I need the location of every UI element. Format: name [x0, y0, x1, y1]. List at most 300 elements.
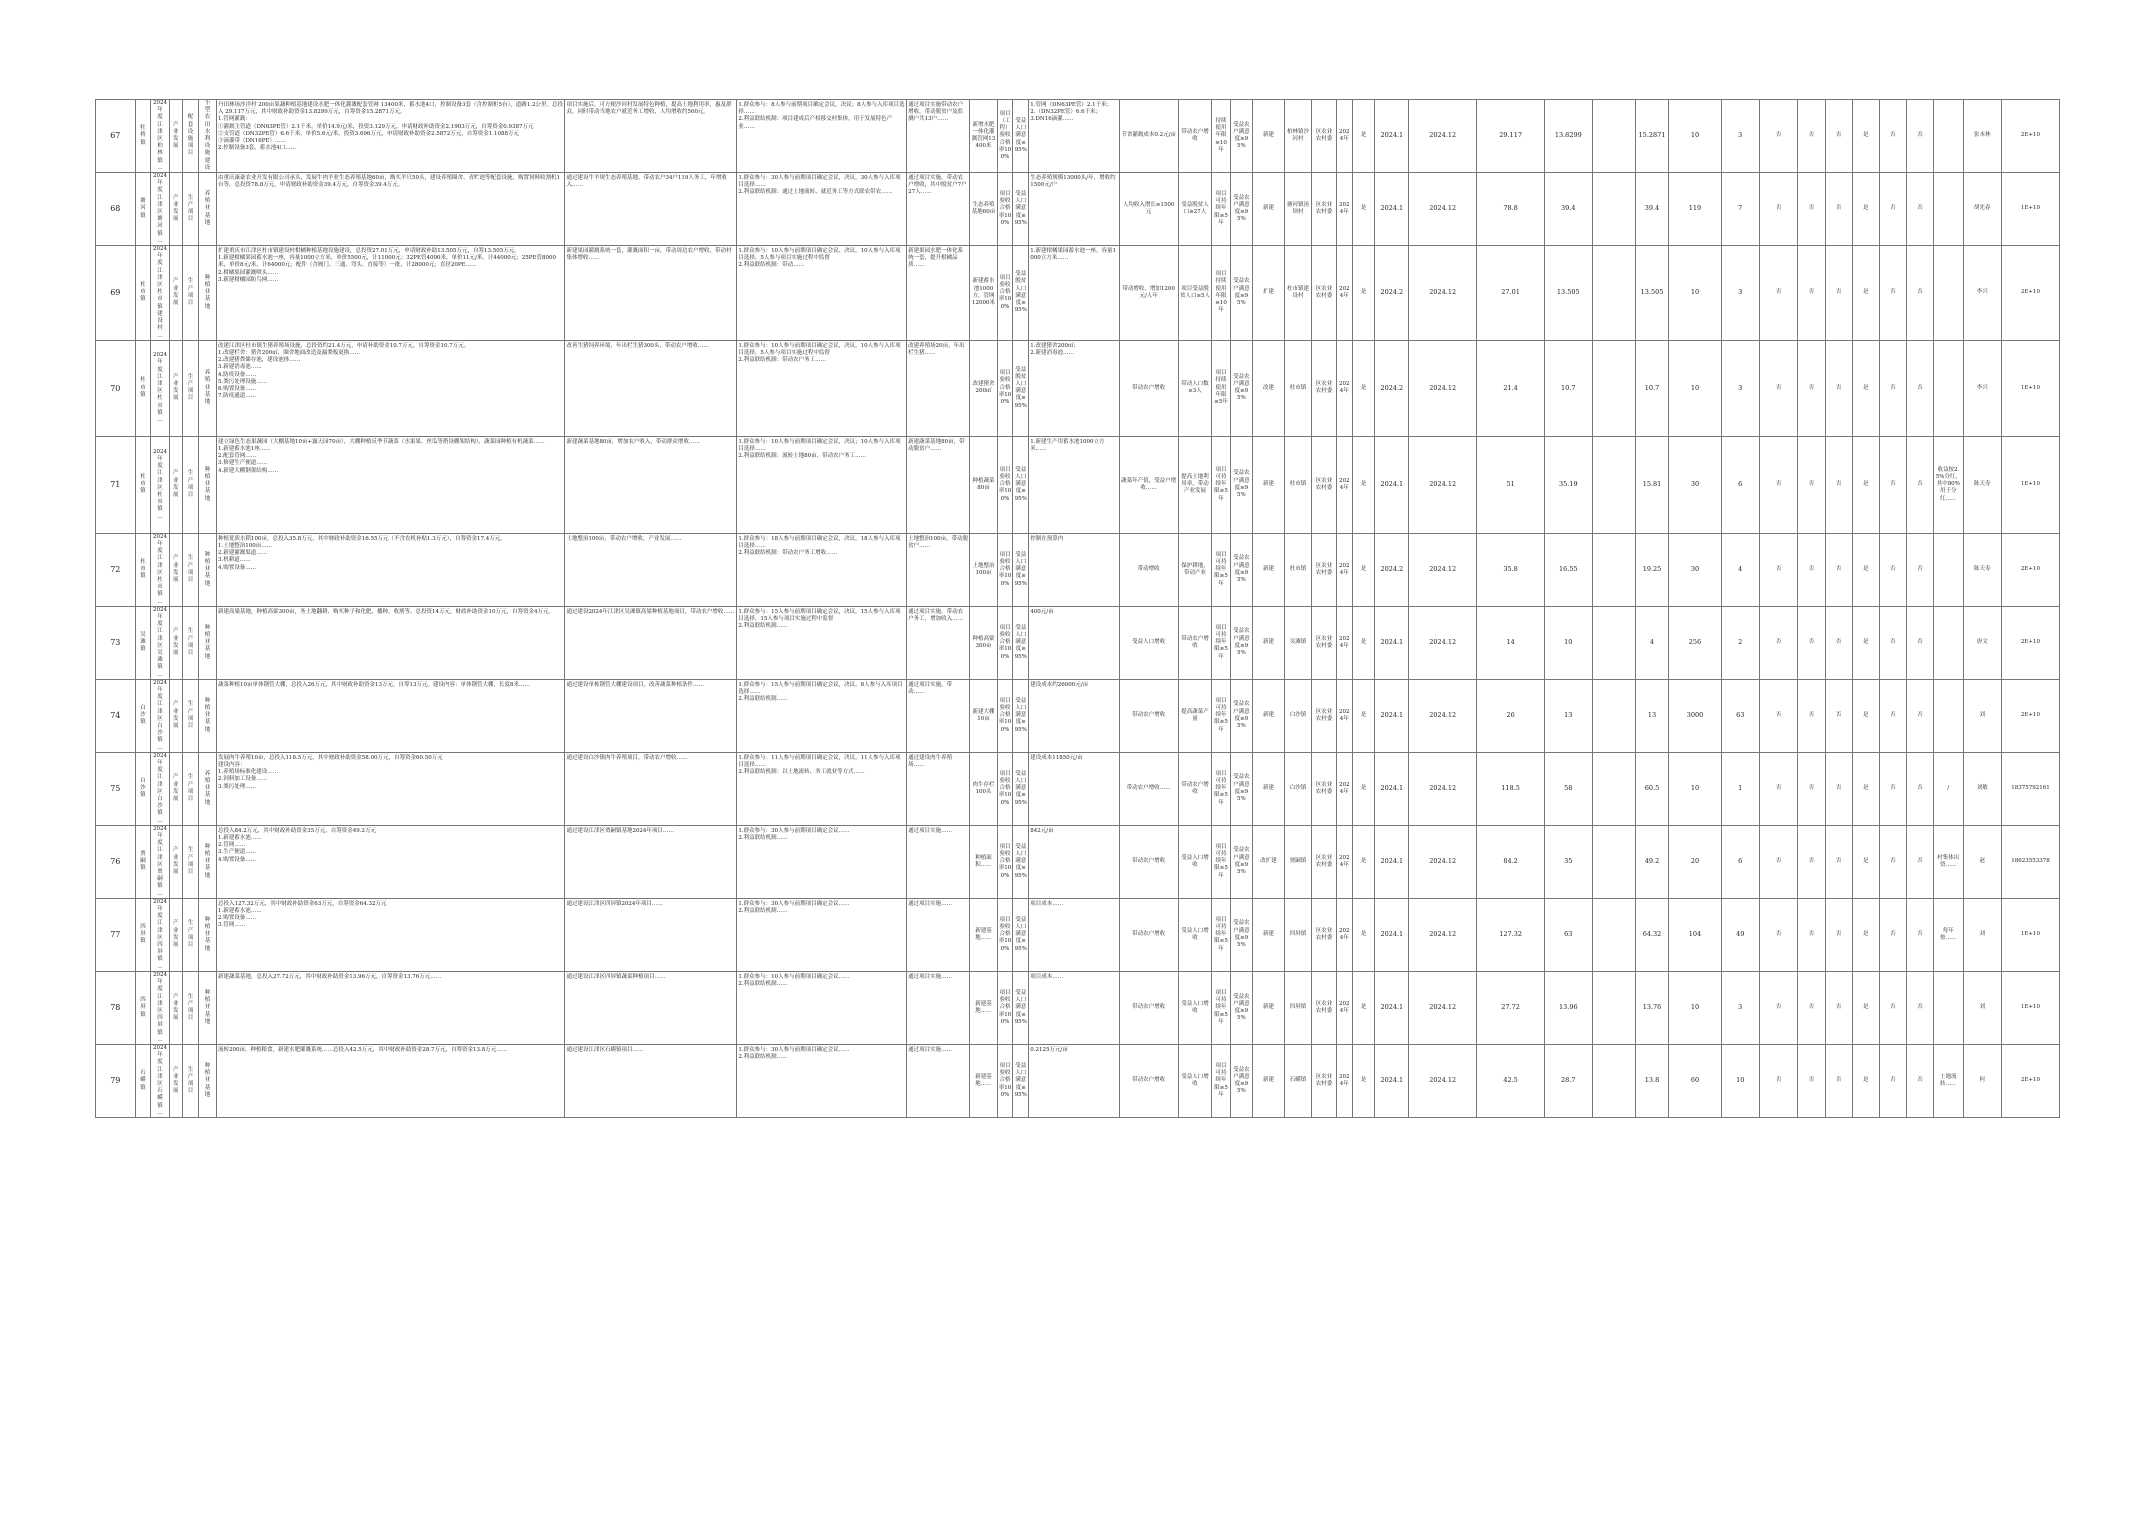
cell-eff9: 受益农户满意度≥95% [1230, 825, 1253, 898]
cell-cat: 产 业 发 展 [169, 1044, 183, 1117]
table-row [96, 606, 2060, 679]
cell-seq: 78 [96, 971, 136, 1044]
cell-eff4: 受益人口满意度≥95% [1013, 752, 1029, 825]
cell-eff3: 项目（工程）验收合格率100% [997, 100, 1013, 173]
cell-eff4: 受益人口满意度≥95% [1013, 971, 1029, 1044]
cell-eff6: 带动农户增收 [1119, 1044, 1178, 1117]
cell-year: 2024年 [1336, 436, 1352, 533]
cell-q: 是 [1352, 898, 1375, 971]
cell-grade: 18375792161 [2001, 752, 2059, 825]
cell-dept: 区农业农村委 [1312, 606, 1337, 679]
cell-grade: 2E+10 [2001, 606, 2059, 679]
cell-eff5: 1.新建生产用蓄水池1000立方米…… [1029, 436, 1120, 533]
cell-y4: 是 [1852, 971, 1879, 1044]
cell-p: 3 [1721, 971, 1759, 1044]
cell-eff9: 受益农户满意度≥95% [1230, 898, 1253, 971]
cell-year: 2024年 [1336, 1044, 1352, 1117]
table-row [96, 340, 2060, 436]
cell-c1 [1592, 1044, 1635, 1117]
cell-mech: 1.群众参与：10人参与前期项目确定会议，决议，10人参与入库项目选择，5人参与项目实施过程中监督 2.利益联结机制：带动农户务工…… [737, 340, 907, 436]
cell-mech: 1.群众参与：15人参与前期项目确定会议，决议，8人参与入库项目选择…… 2.利益联结机制…… [737, 679, 907, 752]
cell-eff3: 项目验收合格率100% [997, 436, 1013, 533]
cell-self: 10.7 [1635, 340, 1669, 436]
cell-c1 [1592, 752, 1635, 825]
cell-grade: 1E+10 [2001, 898, 2059, 971]
cell-note [1934, 100, 1963, 173]
cell-eff7: 带动农户增收 [1178, 100, 1212, 173]
cell-h: 20 [1669, 825, 1721, 898]
cell-eff3: 项目验收合格率100% [997, 246, 1013, 341]
cell-seq: 75 [96, 752, 136, 825]
table-row [96, 752, 2060, 825]
cell-eff6: 带动增收，增加1200元/人年 [1119, 246, 1178, 341]
cell-eff7: 受益人口增收 [1178, 825, 1212, 898]
cell-y5: 否 [1879, 752, 1906, 825]
cell-eff1: 通过项目实施，带动…… [907, 679, 970, 752]
cell-type: 种 植 业 基 地 [198, 606, 216, 679]
cell-eff1: 改建养殖场20亩，年出栏生猪…… [907, 340, 970, 436]
cell-cat: 产 业 发 展 [169, 825, 183, 898]
cell-y2: 否 [1798, 173, 1825, 246]
cell-y5: 否 [1879, 898, 1906, 971]
cell-start: 2024.1 [1375, 898, 1409, 971]
cell-start: 2024.1 [1375, 100, 1409, 173]
cell-y5: 否 [1879, 679, 1906, 752]
cell-name: 2024 年 度 江 津 区 贾 嗣 镇 ... [151, 825, 169, 898]
cell-c1 [1592, 898, 1635, 971]
cell-sub: 生 产 项 目 [183, 825, 199, 898]
cell-y5: 否 [1879, 340, 1906, 436]
cell-dept: 区农业农村委 [1312, 898, 1337, 971]
cell-gov: 10 [1545, 606, 1593, 679]
cell-h: 10 [1669, 246, 1721, 341]
table-row [96, 246, 2060, 341]
cell-h: 10 [1669, 971, 1721, 1044]
cell-self: 64.32 [1635, 898, 1669, 971]
cell-note: 每年按…… [1934, 898, 1963, 971]
table-row [96, 533, 2060, 606]
cell-bene: 新建蔬菜基地80亩，增加农户收入，带动群众增收…… [565, 436, 737, 533]
cell-cat: 产 业 发 展 [169, 100, 183, 173]
cell-cat: 产 业 发 展 [169, 246, 183, 341]
cell-contact: 刘敏 [1963, 752, 2001, 825]
cell-dept: 区农业农村委 [1312, 246, 1337, 341]
cell-self: 13.505 [1635, 246, 1669, 341]
cell-y3: 否 [1825, 679, 1852, 752]
cell-y4: 是 [1852, 436, 1879, 533]
cell-y3: 否 [1825, 752, 1852, 825]
cell-dept: 区农业农村委 [1312, 340, 1337, 436]
cell-eff1: 通过项目实施…… [907, 1044, 970, 1117]
cell-y1: 否 [1759, 173, 1797, 246]
cell-y6: 否 [1906, 533, 1933, 606]
cell-gov: 13.505 [1545, 246, 1593, 341]
cell-loc: 白沙镇 [1284, 679, 1311, 752]
cell-y4: 是 [1852, 340, 1879, 436]
cell-eff9: 受益农户满意度≥95% [1230, 971, 1253, 1044]
cell-eff5: 建设成本11850元/亩 [1029, 752, 1120, 825]
cell-content: 建立绿色生态果蔬园（大棚基地10亩+露天园70亩），大棚种植反季节蔬菜（水果果、丝瓜等搭设棚架结构），蔬菜园种植有机蔬菜…… 1.新建蓄水池1座…… 2.配套管网…… 3.修建生产便道…… 4.新建大棚钢架结构…… [217, 436, 565, 533]
cell-mech: 1.群众参与：11人参与前期项目确定会议，决议，11人参与入库项目选择…… 2.利益联结机制：以土地流转、务工就业等方式…… [737, 752, 907, 825]
cell-eff7: 带动农户增收 [1178, 752, 1212, 825]
cell-eff6: 带动农户增收 [1119, 825, 1178, 898]
cell-p: 49 [1721, 898, 1759, 971]
cell-mode: 扩建 [1253, 246, 1285, 341]
cell-total: 78.8 [1477, 173, 1545, 246]
cell-y1: 否 [1759, 679, 1797, 752]
cell-c1 [1592, 173, 1635, 246]
cell-note [1934, 606, 1963, 679]
cell-y1: 否 [1759, 898, 1797, 971]
cell-type: 种 植 业 基 地 [198, 679, 216, 752]
cell-eff8: 项目可持续年限≥5年 [1212, 679, 1230, 752]
cell-q: 是 [1352, 173, 1375, 246]
cell-note: / [1934, 752, 1963, 825]
cell-eff9: 受益农户满意度≥95% [1230, 606, 1253, 679]
cell-eff7: 受益人口增收 [1178, 1044, 1212, 1117]
cell-total: 21.4 [1477, 340, 1545, 436]
cell-eff2: 种植蔬菜80亩 [970, 436, 997, 533]
cell-year: 2024年 [1336, 606, 1352, 679]
cell-loc: 白沙镇 [1284, 752, 1311, 825]
cell-eff7: 受益人口增收 [1178, 898, 1212, 971]
cell-type: 小 型 农 田 水 利 设 施 建 设 [198, 100, 216, 173]
cell-gov: 63 [1545, 898, 1593, 971]
cell-name: 2024 年 度 江 津 区 白 沙 镇 ... [151, 752, 169, 825]
cell-eff8: 项目可持续年限≥5年 [1212, 533, 1230, 606]
cell-eff4: 受益人口满意度≥95% [1013, 173, 1029, 246]
cell-content: 蔬菜种植10亩单体钢管大棚，总投入26万元，其中财政补助资金13万元，自筹13万元。建设内容：单体钢管大棚，长度8米…… [217, 679, 565, 752]
cell-start: 2024.2 [1375, 340, 1409, 436]
cell-h: 256 [1669, 606, 1721, 679]
cell-content: 总投入127.32万元，其中财政补助资金63万元，自筹资金64.32万元 1.新建蓄水池…… 2.购置设备…… 3.管网…… [217, 898, 565, 971]
cell-eff4: 受益脱贫人口满意度≥95% [1013, 246, 1029, 341]
cell-eff3: 项目验收合格率100% [997, 679, 1013, 752]
cell-town: 四 屏 镇 [135, 898, 151, 971]
cell-year: 2024年 [1336, 246, 1352, 341]
cell-end: 2024.12 [1409, 679, 1477, 752]
cell-y1: 否 [1759, 340, 1797, 436]
cell-self: 15.81 [1635, 436, 1669, 533]
cell-seq: 79 [96, 1044, 136, 1117]
cell-town: 吴 滩 镇 [135, 606, 151, 679]
cell-end: 2024.12 [1409, 340, 1477, 436]
cell-total: 29.117 [1477, 100, 1545, 173]
cell-y2: 否 [1798, 340, 1825, 436]
cell-content: 丹田林场沙洋村 200亩果蔬种植基地建设水肥一体化灌溉配套管网 13400米，蓄水池4口，控制设备3套（含控制柜5台），道路1.2公里。总投入 29.117万元，其中财政补助资金13.8299万元，自筹资金15.2871万元。 1.管网灌溉： ①灌溉主管道（DN63PE管）2.1千米，单价14.9元/米，投资3.129万元，申请财政补助资金2.1903万元，自筹资金0.9387万元 ②支管道（DN32PE管）6.6千米，单价5.6元/米，投资3.696万元，申请财政补助资金2.5872万元，自筹资金1.1088万元 ③滴灌带（DN16PE）…… 2.控制设备3套，蓄水池4口…… [217, 100, 565, 173]
cell-eff8: 项目可持续年限≥5年 [1212, 825, 1230, 898]
cell-y2: 否 [1798, 606, 1825, 679]
cell-mode: 新建 [1253, 173, 1285, 246]
cell-seq: 72 [96, 533, 136, 606]
cell-loc: 杜市镇 [1284, 533, 1311, 606]
cell-seq: 76 [96, 825, 136, 898]
cell-content: 种植优质水稻100亩，总投入35.8万元，其中财政补助资金16.55万元（不含农机补贴1.3万元），自筹资金17.4万元。 1.土地整治100亩…… 2.新建灌溉渠道…… 3.机耕道…… 4.购置设备…… [217, 533, 565, 606]
cell-loc: 四屏镇 [1284, 971, 1311, 1044]
cell-gov: 35.19 [1545, 436, 1593, 533]
cell-contact: 陈天寿 [1963, 436, 2001, 533]
cell-eff8: 持续使用年限≥10年 [1212, 100, 1230, 173]
cell-q: 是 [1352, 533, 1375, 606]
cell-y1: 否 [1759, 533, 1797, 606]
cell-contact: 刘 [1963, 971, 2001, 1044]
cell-town: 牡 桥 镇 [135, 100, 151, 173]
cell-eff3: 项目验收合格率100% [997, 752, 1013, 825]
cell-content: 总投入84.2万元，其中财政补助资金35万元，自筹资金49.2万元 1.新建蓄水池…… 2.管网…… 3.生产便道…… 4.购置设备…… [217, 825, 565, 898]
cell-end: 2024.12 [1409, 1044, 1477, 1117]
cell-note [1934, 340, 1963, 436]
cell-h: 30 [1669, 533, 1721, 606]
cell-y4: 是 [1852, 1044, 1879, 1117]
cell-y1: 否 [1759, 606, 1797, 679]
cell-year: 2024年 [1336, 752, 1352, 825]
project-table-sheet [95, 99, 2060, 1118]
cell-year: 2024年 [1336, 100, 1352, 173]
cell-year: 2024年 [1336, 173, 1352, 246]
cell-grade: 1E+10 [2001, 173, 2059, 246]
cell-gov: 13.96 [1545, 971, 1593, 1044]
cell-dept: 区农业农村委 [1312, 173, 1337, 246]
cell-name: 2024 年 度 江 津 区 吴 滩 镇 ... [151, 606, 169, 679]
cell-seq: 67 [96, 100, 136, 173]
cell-contact: 赵 [1963, 825, 2001, 898]
cell-dept: 区农业农村委 [1312, 752, 1337, 825]
cell-y3: 否 [1825, 100, 1852, 173]
cell-sub: 配 套 设 施 项 目 [183, 100, 199, 173]
cell-start: 2024.1 [1375, 436, 1409, 533]
cell-q: 是 [1352, 679, 1375, 752]
cell-start: 2024.1 [1375, 606, 1409, 679]
cell-loc: 四屏镇 [1284, 898, 1311, 971]
cell-name: 2024 年 度 江 津 区 白 沙 镇 ... [151, 679, 169, 752]
cell-note [1934, 533, 1963, 606]
cell-total: 51 [1477, 436, 1545, 533]
cell-y2: 否 [1798, 679, 1825, 752]
cell-start: 2024.1 [1375, 1044, 1409, 1117]
cell-town: 塘 河 镇 [135, 173, 151, 246]
cell-c1 [1592, 100, 1635, 173]
cell-y3: 否 [1825, 1044, 1852, 1117]
cell-bene: 通过建设单栋钢管大棚建设项目，改善蔬菜种植条件…… [565, 679, 737, 752]
table-row [96, 436, 2060, 533]
cell-cat: 产 业 发 展 [169, 606, 183, 679]
project-table [95, 99, 2060, 1118]
cell-eff8: 项目持续使用年限≥10年 [1212, 246, 1230, 341]
cell-eff6: 带动增收 [1119, 533, 1178, 606]
cell-type: 种 植 业 基 地 [198, 246, 216, 341]
cell-eff4: 受益人口满意度≥95% [1013, 606, 1029, 679]
cell-total: 27.01 [1477, 246, 1545, 341]
cell-bene: 通过建设江津区四屏镇2024年项目…… [565, 898, 737, 971]
cell-q: 是 [1352, 606, 1375, 679]
cell-eff4: 受益人口满意度≥95% [1013, 100, 1029, 173]
cell-c1 [1592, 246, 1635, 341]
cell-y6: 否 [1906, 1044, 1933, 1117]
cell-self: 19.25 [1635, 533, 1669, 606]
cell-y5: 否 [1879, 971, 1906, 1044]
cell-contact: 唐文 [1963, 606, 2001, 679]
cell-type: 养 殖 业 基 地 [198, 340, 216, 436]
cell-type: 养 殖 业 基 地 [198, 173, 216, 246]
cell-eff2: 种植高粱300亩 [970, 606, 997, 679]
cell-content: 改建江津区杜市镇生猪养殖场设施，总投资约21.4万元，申请补助资金10.7万元，自筹资金10.7万元。 1.改建栏舍：猪舍200㎡，圈舍地面改造及漏粪板更换…… 2.改建猪粪储存池，建设池体…… 3.新建消毒池…… 4.防疫设备…… 5.粪污处理设施…… 6.购置设备…… 7.防疫通道…… [217, 340, 565, 436]
cell-bene: 通过建设白沙镇肉牛养殖项目，带动农户增收…… [565, 752, 737, 825]
cell-dept: 区农业农村委 [1312, 436, 1337, 533]
cell-eff5: 控制在预算内 [1029, 533, 1120, 606]
cell-y2: 否 [1798, 246, 1825, 341]
cell-p: 3 [1721, 340, 1759, 436]
cell-sub: 生 产 项 目 [183, 971, 199, 1044]
cell-eff7: 受益人口增收 [1178, 971, 1212, 1044]
cell-eff2: 肉牛存栏100头 [970, 752, 997, 825]
cell-y3: 否 [1825, 825, 1852, 898]
cell-y1: 否 [1759, 825, 1797, 898]
cell-eff2: 土地整治100亩 [970, 533, 997, 606]
cell-dept: 区农业农村委 [1312, 1044, 1337, 1117]
cell-eff9: 受益农户满意度≥95% [1230, 100, 1253, 173]
cell-y2: 否 [1798, 825, 1825, 898]
cell-year: 2024年 [1336, 533, 1352, 606]
cell-eff7: 提高蔬菜产量 [1178, 679, 1212, 752]
cell-sub: 生 产 项 目 [183, 679, 199, 752]
cell-eff1: 通过项目实施，带动农户增收，其中脱贫户7户27人…… [907, 173, 970, 246]
cell-y2: 否 [1798, 100, 1825, 173]
cell-eff1: 新建果园水肥一体化系统一套，提升柑橘品质…… [907, 246, 970, 341]
cell-q: 是 [1352, 825, 1375, 898]
cell-type: 种 植 业 基 地 [198, 898, 216, 971]
cell-grade: 2E+10 [2001, 246, 2059, 341]
cell-note [1934, 246, 1963, 341]
cell-year: 2024年 [1336, 679, 1352, 752]
cell-eff7: 受益脱贫人口≥27人 [1178, 173, 1212, 246]
cell-loc: 杜市镇建设村 [1284, 246, 1311, 341]
cell-sub: 生 产 项 目 [183, 533, 199, 606]
cell-y1: 否 [1759, 436, 1797, 533]
cell-eff5: 生态养殖规模13000头/年，增收约1500元/户 [1029, 173, 1120, 246]
cell-start: 2024.1 [1375, 679, 1409, 752]
cell-mech: 1.群众参与：8人参与前期项目确定会议，决议；8人参与入库项目选择…… 2.利益联结机制：项目建成后产权移交村集体，用于发展特色产业…… [737, 100, 907, 173]
cell-sub: 生 产 项 目 [183, 173, 199, 246]
cell-eff6: 带动农户增收…… [1119, 752, 1178, 825]
cell-loc: 塘河镇汤坝村 [1284, 173, 1311, 246]
table-row [96, 173, 2060, 246]
cell-content: 新建高粱基地，种植高粱300亩，务土地翻耕、购买种子和化肥、播种、收割等。总投资14万元，财政补助资金10万元，自筹资金4万元。 [217, 606, 565, 679]
cell-y3: 否 [1825, 436, 1852, 533]
cell-eff9: 受益农户满意度≥95% [1230, 340, 1253, 436]
cell-eff6: 带动农户增收 [1119, 898, 1178, 971]
cell-c1 [1592, 533, 1635, 606]
cell-mech: 1.群众参与：30人参与前期项目确定会议，决议，30人参与入库项目选择…… 2.利益联结机制：通过土地流转、就近务工等方式联农带农…… [737, 173, 907, 246]
cell-gov: 28.7 [1545, 1044, 1593, 1117]
cell-eff6: 受益人口增收 [1119, 606, 1178, 679]
cell-grade: 2E+10 [2001, 679, 2059, 752]
cell-cat: 产 业 发 展 [169, 679, 183, 752]
cell-c1 [1592, 971, 1635, 1044]
cell-bene: 通过建设江津区四屏镇蔬菜种植项目…… [565, 971, 737, 1044]
cell-mech: 1.群众参与：10人参与前期项目确定会议，决议；10人参与入库项目选择…… 2.利益联结机制：流转土地80亩，带动农户务工…… [737, 436, 907, 533]
cell-eff9: 受益农户满意度≥95% [1230, 246, 1253, 341]
cell-h: 10 [1669, 100, 1721, 173]
cell-self: 13.8 [1635, 1044, 1669, 1117]
cell-eff5: 1.管网（DN63PE管）2.1千米； 2.（DN32PE管）6.6千米； 3.DN16滴灌…… [1029, 100, 1120, 173]
cell-end: 2024.12 [1409, 752, 1477, 825]
cell-dept: 区农业农村委 [1312, 971, 1337, 1044]
cell-p: 3 [1721, 246, 1759, 341]
cell-eff1: 通过项目实施…… [907, 898, 970, 971]
cell-eff2: 新建蓄水池1000方，管网12000米 [970, 246, 997, 341]
cell-eff2: 新建基地…… [970, 898, 997, 971]
cell-type: 养 殖 业 基 地 [198, 752, 216, 825]
cell-seq: 68 [96, 173, 136, 246]
cell-mode: 新建 [1253, 679, 1285, 752]
cell-mode: 新建 [1253, 971, 1285, 1044]
cell-q: 是 [1352, 246, 1375, 341]
cell-seq: 73 [96, 606, 136, 679]
cell-dept: 区农业农村委 [1312, 533, 1337, 606]
cell-self: 4 [1635, 606, 1669, 679]
cell-loc: 柏林镇沙河村 [1284, 100, 1311, 173]
cell-y3: 否 [1825, 173, 1852, 246]
cell-loc: 吴滩镇 [1284, 606, 1311, 679]
cell-eff8: 项目持续使用年限≥5年 [1212, 340, 1230, 436]
cell-bene: 通过建设江津区贾嗣镇基地2024年项目…… [565, 825, 737, 898]
cell-eff6: 带动农户增收 [1119, 971, 1178, 1044]
cell-y6: 否 [1906, 436, 1933, 533]
cell-eff4: 受益脱贫人口满意度≥95% [1013, 340, 1029, 436]
cell-bene: 改善生猪饲养环境，年出栏生猪300头，带动农户增收…… [565, 340, 737, 436]
cell-gov: 16.55 [1545, 533, 1593, 606]
cell-y2: 否 [1798, 752, 1825, 825]
cell-h: 10 [1669, 340, 1721, 436]
cell-h: 119 [1669, 173, 1721, 246]
cell-eff4: 受益人口满意度≥95% [1013, 825, 1029, 898]
cell-p: 7 [1721, 173, 1759, 246]
cell-mode: 改建 [1253, 340, 1285, 436]
cell-sub: 生 产 项 目 [183, 246, 199, 341]
cell-y6: 否 [1906, 173, 1933, 246]
cell-gov: 35 [1545, 825, 1593, 898]
cell-mech: 1.群众参与：10人参与前期项目确定会议、决议，10人参与入库项目选择，5人参与项目实施过程中监督 2.利益联结机制：带动…… [737, 246, 907, 341]
cell-eff5: 项目成本…… [1029, 971, 1120, 1044]
cell-sub: 生 产 项 目 [183, 340, 199, 436]
cell-y3: 否 [1825, 971, 1852, 1044]
cell-y2: 否 [1798, 1044, 1825, 1117]
cell-eff3: 项目验收合格率100% [997, 340, 1013, 436]
cell-total: 35.8 [1477, 533, 1545, 606]
cell-contact: 刘 [1963, 679, 2001, 752]
cell-p: 4 [1721, 533, 1759, 606]
cell-eff6: 带动农户增收 [1119, 340, 1178, 436]
cell-name: 2024 年 度 江 津 区 四 屏 镇 ... [151, 898, 169, 971]
cell-mech: 1.群众参与：30人参与前期项目确定会议…… 2.利益联结机制…… [737, 825, 907, 898]
cell-y5: 否 [1879, 825, 1906, 898]
cell-eff7: 项目受益脱贫人口≥5人 [1178, 246, 1212, 341]
cell-y5: 否 [1879, 533, 1906, 606]
cell-self: 60.5 [1635, 752, 1669, 825]
cell-grade: 18623553378 [2001, 825, 2059, 898]
cell-y6: 否 [1906, 340, 1933, 436]
cell-town: 杜 市 镇 [135, 533, 151, 606]
cell-seq: 77 [96, 898, 136, 971]
cell-eff8: 项目可持续年限≥5年 [1212, 971, 1230, 1044]
cell-end: 2024.12 [1409, 898, 1477, 971]
cell-start: 2024.1 [1375, 971, 1409, 1044]
cell-y4: 是 [1852, 606, 1879, 679]
cell-content: 扩建重庆市江津区杜市镇建设村柑橘种植基地设施建设，总投资27.01万元，申请财政补助13.505万元，自筹13.505万元。 1.新建柑橘果园蓄水池一座，容量1000立方米，单价5500元，计11000元；32PE管4000米，单价11元/米，计44000元；25PE管8000米，单价8元/米，计64000元；配件（含阀门、三通、弯头、直接等）一批，计28000元；直径20PE…… 2.柑橘果园灌溉喷头…… 3.新建柑橘园防鸟网…… [217, 246, 565, 341]
cell-eff8: 项目可持续年限≥5年 [1212, 173, 1230, 246]
cell-total: 42.5 [1477, 1044, 1545, 1117]
cell-p: 6 [1721, 436, 1759, 533]
